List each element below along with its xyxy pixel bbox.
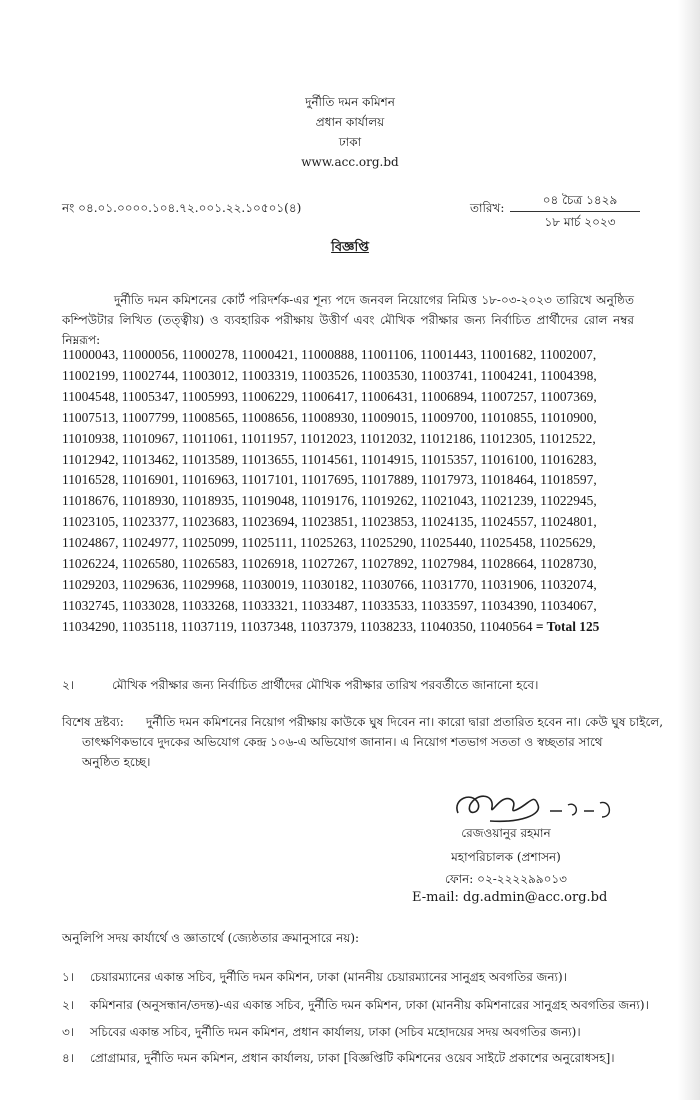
roll-number: 11004241 (480, 367, 534, 383)
roll-number: 11012305 (479, 430, 533, 446)
roll-number: 11037119 (181, 618, 234, 634)
roll-row: 11010938, 11010967, 11011061, 11011957, 11012023, 11012032, 11012186, 11012305, 11012522, (62, 430, 596, 446)
roll-number: 11001443 (420, 347, 474, 362)
roll-number: 11028730 (540, 556, 594, 572)
roll-number: 11037379 (300, 618, 354, 634)
roll-number: 11030019 (241, 576, 295, 592)
roll-number: 11026583 (181, 556, 235, 572)
special-note-label: বিশেষ দ্রষ্টব্য: (62, 715, 124, 729)
roll-number: 11040350 (419, 618, 473, 634)
signer-email[interactable]: E-mail: dg.admin@acc.org.bd (412, 890, 608, 905)
roll-number: 11023377 (121, 514, 175, 530)
date-label: তারিখ: (470, 201, 505, 215)
roll-number: 11005993 (181, 388, 235, 404)
roll-number: 11023683 (181, 514, 235, 530)
roll-number: 11009015 (360, 409, 414, 425)
cc-title: অনুলিপি সদয় কার্যার্থে ও জ্ঞাতার্থে (জ্যেষ্ঠতার ক্রমানুসারে নয়): (62, 931, 360, 945)
roll-number: 11021043 (420, 493, 474, 509)
cc-item-text: কমিশনার (অনুসন্ধান/তদন্ত)-এর একান্ত সচিব, দুর্নীতি দমন কমিশন, ঢাকা (মাননীয় কমিশনারের সানুগ্রহ অবগতির জন্য)। (90, 998, 649, 1012)
cc-item-number: ১। (62, 970, 75, 984)
roll-number: 11034390 (480, 597, 534, 613)
roll-number: 11021239 (480, 493, 534, 509)
roll-number: 11007799 (121, 409, 175, 425)
cc-item-number: ২। (62, 998, 75, 1012)
roll-number: 11024801 (540, 514, 594, 530)
roll-number: 11019048 (241, 493, 295, 509)
roll-number: 11011957 (240, 430, 294, 446)
memo-number: নং ০৪.০১.০০০০.১০৪.৭২.০০১.২২.১০৫০১(৪) (62, 201, 302, 215)
cc-item-number: ৪। (62, 1051, 75, 1065)
roll-number: 11037348 (240, 618, 294, 634)
roll-number: 11026580 (121, 556, 175, 572)
roll-number: 11011061 (181, 430, 235, 446)
roll-number: 11027984 (420, 556, 474, 572)
roll-number: 11025263 (300, 535, 354, 551)
roll-row: 11004548, 11005347, 11005993, 11006229, 11006417, 11006431, 11006894, 11007257, 11007369, (62, 388, 597, 404)
roll-number: 11030182 (301, 576, 355, 592)
roll-number: 11018935 (181, 493, 235, 509)
roll-number: 11017889 (360, 472, 414, 488)
roll-number: 11025290 (359, 535, 413, 551)
cc-item (62, 995, 662, 1015)
roll-number: 11032745 (62, 597, 116, 613)
roll-number: 11032074 (540, 576, 594, 592)
roll-row: 11018676, 11018930, 11018935, 11019048, 11019176, 11019262, 11021043, 11021239, 11022945, (62, 493, 597, 509)
roll-number: 11010900 (540, 409, 594, 425)
roll-number: 11029636 (121, 576, 175, 592)
roll-number: 11016283 (540, 451, 594, 467)
roll-number: 11001106 (360, 347, 414, 362)
date-english: ১৮ মার্চ ২০২৩ (544, 215, 616, 229)
cc-item-text: চেয়ারম্যানের একান্ত সচিব, দুর্নীতি দমন কমিশন, ঢাকা (মাননীয় চেয়ারম্যানের সানুগ্রহ অবগতির জন্য)। (90, 970, 567, 984)
roll-number: 11025099 (181, 535, 235, 551)
special-note-line-2: তাৎক্ষণিকভাবে দুদকের অভিযোগ কেন্দ্র ১০৬-এ অভিযোগ জানান। এ নিয়োগ শতভাগ সততা ও স্বচ্ছতার সাথে (82, 735, 603, 749)
roll-number: 11023105 (62, 514, 116, 530)
roll-number: 11000043 (62, 347, 116, 362)
website-link[interactable]: www.acc.org.bd (301, 155, 399, 169)
roll-number: 11016528 (62, 472, 116, 488)
roll-row: 11032745, 11033028, 11033268, 11033321, 11033487, 11033533, 11033597, 11034390, 11034067, (62, 597, 597, 613)
special-note-line-1: দুর্নীতি দমন কমিশনের নিয়োগ পরীক্ষায় কাউকে ঘুষ দিবেন না। কারো দ্বারা প্রতারিত হবেন না। কেউ ঘুষ চাইলে, (146, 715, 664, 729)
roll-number: 11002007 (539, 347, 593, 362)
roll-number: 11038233 (359, 618, 413, 634)
roll-number: 11007369 (540, 388, 594, 404)
roll-number: 11006417 (301, 388, 355, 404)
roll-number: 11024135 (420, 514, 474, 530)
roll-number: 11000421 (241, 347, 295, 362)
point-2-number: ২। (62, 678, 75, 692)
roll-number: 11024557 (480, 514, 534, 530)
roll-number: 11003319 (241, 367, 295, 383)
roll-number: 11025629 (539, 535, 593, 551)
notice-title: বিজ্ঞপ্তি (331, 240, 369, 255)
roll-number: 11026224 (62, 556, 116, 572)
cc-item (62, 967, 662, 987)
roll-row: 11007513, 11007799, 11008565, 11008656, 11008930, 11009015, 11009700, 11010855, 11010900, (62, 409, 597, 425)
roll-number: 11018930 (121, 493, 175, 509)
roll-number: 11025458 (479, 535, 533, 551)
roll-number: 11018597 (540, 472, 594, 488)
roll-number: 11008930 (301, 409, 355, 425)
roll-number: 11023694 (241, 514, 295, 530)
roll-number: 11028664 (480, 556, 534, 572)
cc-item (62, 1048, 662, 1068)
roll-number: 11012942 (62, 451, 116, 467)
roll-number: 11031906 (480, 576, 534, 592)
roll-number: 11010855 (480, 409, 534, 425)
roll-number: 11016100 (480, 451, 534, 467)
roll-number: 11008565 (181, 409, 235, 425)
roll-row: 11002199, 11002744, 11003012, 11003319, 11003526, 11003530, 11003741, 11004241, 11004398, (62, 367, 597, 383)
roll-number: 11017973 (420, 472, 474, 488)
roll-number: 11012186 (419, 430, 473, 446)
roll-number: 11027267 (301, 556, 355, 572)
roll-number: 11030766 (360, 576, 414, 592)
cc-item-number: ৩। (62, 1025, 75, 1039)
roll-number: 11040564 (479, 618, 533, 634)
roll-number: 11033487 (301, 597, 355, 613)
roll-row: 11023105, 11023377, 11023683, 11023694, 11023851, 11023853, 11024135, 11024557, 11024801, (62, 514, 597, 530)
roll-number: 11013655 (241, 451, 295, 467)
roll-number: 11026918 (241, 556, 295, 572)
roll-number: 11010967 (121, 430, 175, 446)
roll-number: 11027892 (360, 556, 414, 572)
roll-number: 11016901 (121, 472, 175, 488)
roll-number: 11000056 (121, 347, 175, 362)
roll-number: 11033533 (360, 597, 414, 613)
roll-number: 11014561 (301, 451, 355, 467)
roll-number: 11000278 (181, 347, 235, 362)
roll-number: 11003526 (301, 367, 355, 383)
roll-row: 11026224, 11026580, 11026583, 11026918, 11027267, 11027892, 11027984, 11028664, 11028730, (62, 556, 597, 572)
roll-number: 11003530 (360, 367, 414, 383)
roll-number: 11029203 (62, 576, 116, 592)
roll-number: 11010938 (62, 430, 116, 446)
roll-number: 11029968 (181, 576, 235, 592)
roll-number: 11004398 (540, 367, 594, 383)
cc-item (62, 1022, 662, 1042)
office-name: প্রধান কার্যালয় (315, 115, 385, 129)
roll-number: 11033597 (420, 597, 474, 613)
roll-row: 11029203, 11029636, 11029968, 11030019, 11030182, 11030766, 11031770, 11031906, 11032074, (62, 576, 597, 592)
roll-number: 11002744 (121, 367, 175, 383)
roll-number: 11017101 (241, 472, 295, 488)
signer-name: রেজওয়ানুর রহমান (461, 826, 551, 840)
roll-number: 11024867 (62, 535, 116, 551)
roll-number: 11035118 (121, 618, 175, 634)
roll-number: 11004548 (62, 388, 116, 404)
roll-row: 11024867, 11024977, 11025099, 11025111, 11025263, 11025290, 11025440, 11025458, 11025629, (62, 535, 596, 551)
cc-item-text: সচিবের একান্ত সচিব, দুর্নীতি দমন কমিশন, প্রধান কার্যালয়, ঢাকা (সচিব মহোদয়ের সদয় অবগতির জন্য)। (90, 1025, 581, 1039)
org-name: দুর্নীতি দমন কমিশন (305, 95, 395, 109)
date-divider (510, 211, 640, 212)
roll-number: 11000888 (301, 347, 355, 362)
roll-number: 11019176 (301, 493, 355, 509)
roll-number: 11007513 (62, 409, 116, 425)
roll-number: 11025440 (419, 535, 473, 551)
signer-phone: ফোন: ০২-২২২২৯৯০১৩ (445, 872, 567, 886)
roll-number: 11002199 (62, 367, 116, 383)
date-bangla: ০৪ চৈত্র ১৪২৯ (542, 193, 618, 207)
roll-number: 11017695 (301, 472, 355, 488)
roll-number: 11003741 (420, 367, 474, 383)
roll-number: 11013589 (181, 451, 235, 467)
roll-number: 11014915 (360, 451, 414, 467)
roll-number: 11012522 (539, 430, 593, 446)
roll-row: 11012942, 11013462, 11013589, 11013655, 11014561, 11014915, 11015357, 11016100, 11016283, (62, 451, 597, 467)
city-name: ঢাকা (338, 135, 362, 149)
roll-number: 11023851 (301, 514, 355, 530)
roll-number: 11008656 (241, 409, 295, 425)
roll-number: 11013462 (121, 451, 175, 467)
roll-number-list (62, 345, 642, 638)
roll-number: 11023853 (360, 514, 414, 530)
roll-number: 11001682 (479, 347, 534, 362)
cc-item-text: প্রোগ্রামার, দুর্নীতি দমন কমিশন, প্রধান কার্যালয়, ঢাকা [বিজ্ঞপ্তিটি কমিশনের ওয়েব সাইটে প্রকাশের অনুরোধসহ]। (90, 1051, 615, 1065)
roll-number: 11006431 (360, 388, 414, 404)
roll-number: 11033268 (181, 597, 235, 613)
roll-number: 11033028 (121, 597, 175, 613)
total-count: = Total 125 (535, 618, 600, 634)
roll-number: 11025111 (241, 535, 294, 551)
roll-row: 11000043, 11000056, 11000278, 11000421, 11000888, 11001106, 11001443, 11001682, 11002007, (62, 347, 597, 362)
roll-number: 11006894 (420, 388, 474, 404)
roll-number: 11022945 (540, 493, 594, 509)
intro-paragraph: দুর্নীতি দমন কমিশনের কোর্ট পরিদর্শক-এর শূন্য পদে জনবল নিয়োগের নিমিত্ত ১৮-০৩-২০২৩ তারিখে অনুষ্ঠিত কম্পিউটার লিখিত (তত্ত্বীয়) ও ব্যবহারিক পরীক্ষায় উত্তীর্ণ এবং মৌখিক পরীক্ষার জন্য নির্বাচিত প্রার্থীদের রোল নম্বর নিম্নরূপ: (62, 293, 634, 347)
roll-number: 11012032 (359, 430, 413, 446)
roll-number: 11024977 (121, 535, 175, 551)
roll-number: 11012023 (300, 430, 354, 446)
roll-number: 11034290 (62, 618, 116, 634)
roll-number: 11031770 (420, 576, 474, 592)
roll-row: 11016528, 11016901, 11016963, 11017101, 11017695, 11017889, 11017973, 11018464, 11018597, (62, 472, 597, 488)
roll-number: 11018676 (62, 493, 116, 509)
roll-number: 11005347 (121, 388, 175, 404)
roll-number: 11006229 (241, 388, 295, 404)
signer-designation: মহাপরিচালক (প্রশাসন) (451, 850, 561, 864)
roll-number: 11003012 (181, 367, 235, 383)
roll-number: 11016963 (181, 472, 235, 488)
roll-number: 11019262 (360, 493, 414, 509)
roll-number: 11009700 (420, 409, 474, 425)
roll-number: 11015357 (420, 451, 474, 467)
special-note-line-3: অনুষ্ঠিত হচ্ছে। (82, 755, 151, 769)
roll-number: 11033321 (241, 597, 295, 613)
roll-row: 11034290, 11035118, 11037119, 11037348, 11037379, 11038233, 11040350, 11040564 = Total 125 (62, 618, 600, 634)
roll-number: 11007257 (480, 388, 534, 404)
roll-number: 11018464 (480, 472, 534, 488)
roll-number: 11034067 (540, 597, 594, 613)
point-2-text: মৌখিক পরীক্ষার জন্য নির্বাচিত প্রার্থীদের মৌখিক পরীক্ষার তারিখ পরবর্তীতে জানানো হবে। (112, 678, 539, 692)
